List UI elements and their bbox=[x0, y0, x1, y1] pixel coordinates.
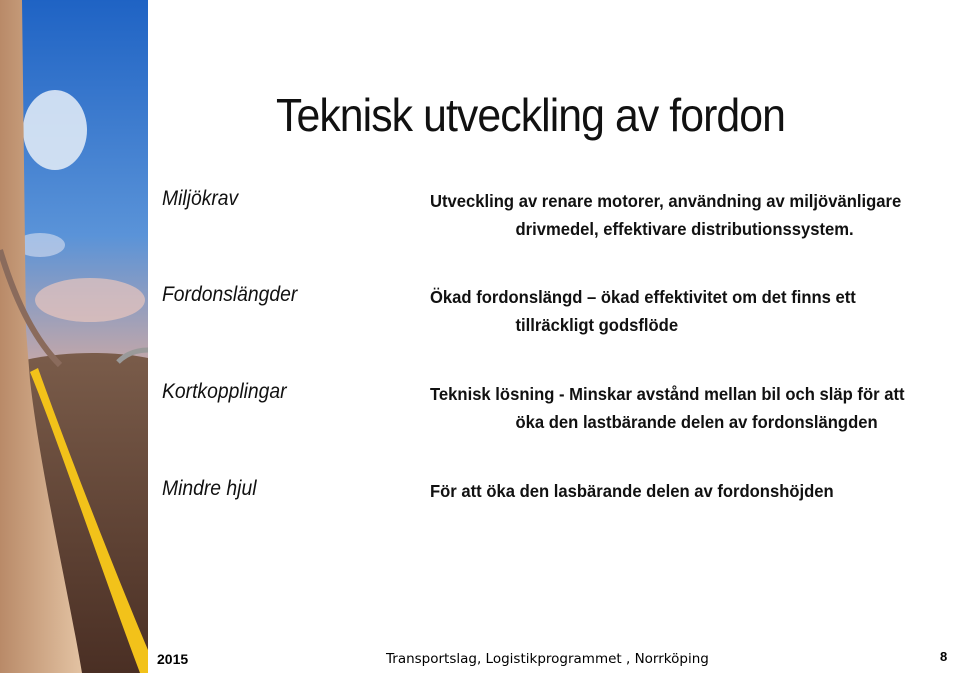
description-line: Teknisk lösning - Minskar avstånd mellan bil och släp för att bbox=[430, 384, 905, 404]
description-line: Ökad fordonslängd – ökad effektivitet om det finns ett bbox=[430, 287, 856, 307]
footer-text: Transportslag, Logistikprogrammet , Norrköping bbox=[386, 651, 709, 667]
description-line: För att öka den lasbärande delen av fordonshöjden bbox=[430, 481, 834, 501]
term-label: Kortkopplingar bbox=[162, 380, 287, 403]
description-line: öka den lastbärande delen av fordonslängden bbox=[515, 412, 878, 432]
term-description bbox=[430, 283, 943, 339]
description-line: Utveckling av renare motorer, användning av miljövänligare bbox=[430, 191, 902, 211]
description-line: drivmedel, effektivare distributionssystem. bbox=[515, 219, 854, 239]
footer-year: 2015 bbox=[157, 651, 189, 667]
term-description bbox=[430, 187, 943, 243]
term-label: Fordonslängder bbox=[162, 283, 298, 306]
slide-title: Teknisk utveckling av fordon bbox=[276, 89, 785, 141]
term-description bbox=[430, 380, 943, 436]
page-number: 8 bbox=[940, 649, 948, 664]
term-description bbox=[430, 477, 943, 505]
road-sky-photo bbox=[0, 0, 148, 673]
term-label: Miljökrav bbox=[162, 187, 239, 210]
term-label: Mindre hjul bbox=[162, 477, 257, 500]
description-line: tillräckligt godsflöde bbox=[515, 315, 679, 335]
